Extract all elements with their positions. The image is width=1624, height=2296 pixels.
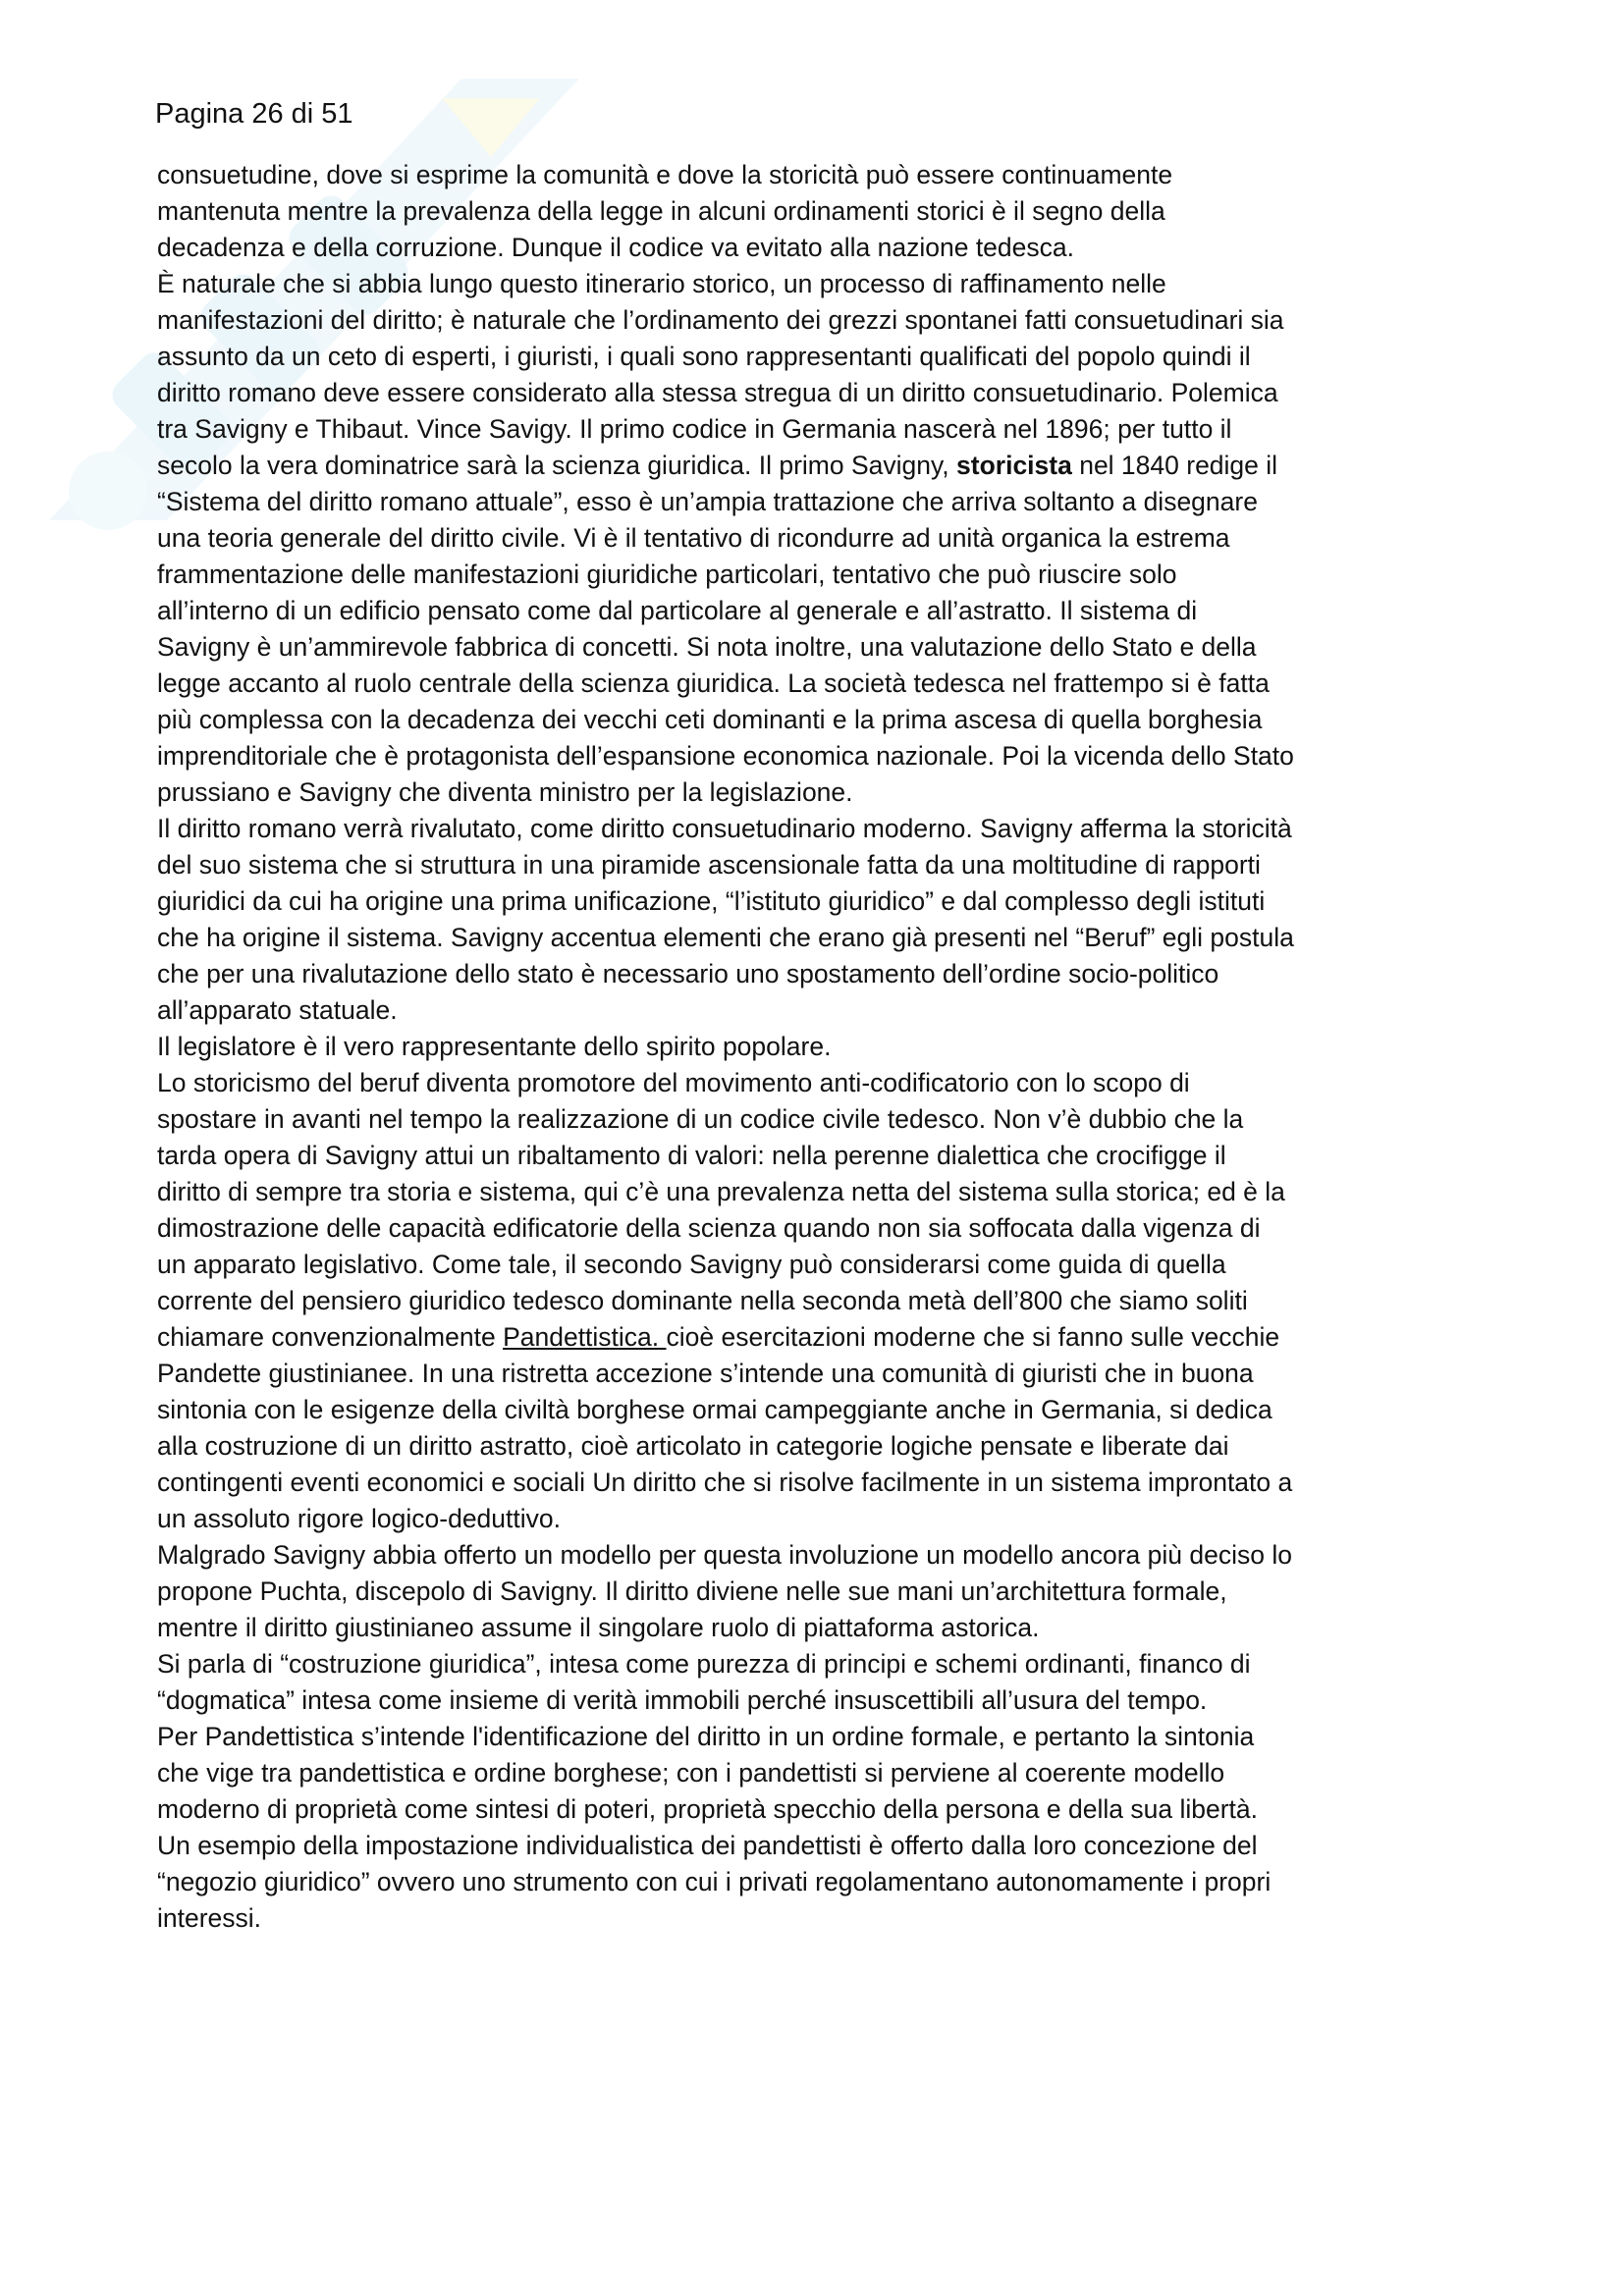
- text-run: “Sistema del diritto romano attuale”, esso è un’ampia trattazione che arriva soltanto a disegnare: [157, 487, 1258, 516]
- text-line: [157, 1791, 1492, 1828]
- text-line: [157, 1210, 1492, 1247]
- text-run: imprenditoriale che è protagonista dell’espansione economica nazionale. Poi la vicenda dello Stato: [157, 741, 1294, 771]
- text-run: tra Savigny e Thibaut. Vince Savigy. Il primo codice in Germania nascerà nel 1896; per tutto il: [157, 414, 1232, 444]
- text-run: È naturale che si abbia lungo questo itinerario storico, un processo di raffinamento nelle: [157, 269, 1166, 298]
- text-line: [157, 484, 1492, 520]
- text-line: [157, 1610, 1492, 1646]
- text-line: [157, 1283, 1492, 1319]
- text-run: propone Puchta, discepolo di Savigny. Il diritto diviene nelle sue mani un’architettura formale,: [157, 1576, 1227, 1606]
- text-run: Si parla di “costruzione giuridica”, intesa come purezza di principi e schemi ordinanti, financo di: [157, 1649, 1251, 1679]
- text-line: [157, 629, 1492, 666]
- paragraph: [157, 1029, 1492, 1065]
- text-line: [157, 1900, 1492, 1937]
- text-run: diritto di sempre tra storia e sistema, qui c’è una prevalenza netta del sistema sulla storica; ed è la: [157, 1177, 1285, 1206]
- text-run: Malgrado Savigny abbia offerto un modello per questa involuzione un modello ancora più deciso lo: [157, 1540, 1292, 1570]
- text-run: all’interno di un edificio pensato come dal particolare al generale e all’astratto. Il sistema di: [157, 596, 1198, 625]
- text-run: contingenti eventi economici e sociali Un diritto che si risolve facilmente in un sistema improntato a: [157, 1468, 1293, 1497]
- text-line: [157, 266, 1492, 302]
- text-run: mentre il diritto giustinianeo assume il singolare ruolo di piattaforma astorica.: [157, 1613, 1040, 1642]
- text-run: Pandette giustinianee. In una ristretta accezione s’intende una comunità di giuristi che in buona: [157, 1359, 1254, 1388]
- text-line: [157, 1574, 1492, 1610]
- paragraph: [157, 1719, 1492, 1937]
- text-run: cioè esercitazioni moderne che si fanno sulle vecchie: [666, 1322, 1280, 1352]
- text-run: prussiano e Savigny che diventa ministro per la legislazione.: [157, 777, 853, 807]
- paragraph: [157, 1646, 1492, 1719]
- text-line: [157, 992, 1492, 1029]
- bold-term: storicista: [956, 451, 1072, 480]
- paragraph: [157, 266, 1492, 811]
- text-run: interessi.: [157, 1903, 262, 1933]
- text-line: [157, 1029, 1492, 1065]
- paragraph: [157, 811, 1492, 1029]
- text-line: [157, 557, 1492, 593]
- text-line: [157, 920, 1492, 956]
- underlined-term: Pandettistica.: [503, 1322, 667, 1352]
- text-run: “negozio giuridico” ovvero uno strumento con cui i privati regolamentano autonomamente i propri: [157, 1867, 1272, 1896]
- paragraph: [157, 157, 1492, 266]
- text-line: [157, 230, 1492, 266]
- text-run: che per una rivalutazione dello stato è necessario uno spostamento dell’ordine socio-politico: [157, 959, 1219, 988]
- text-line: [157, 666, 1492, 702]
- text-line: [157, 1682, 1492, 1719]
- text-run: spostare in avanti nel tempo la realizzazione di un codice civile tedesco. Non v’è dubbio che la: [157, 1104, 1244, 1134]
- text-line: [157, 1247, 1492, 1283]
- text-line: [157, 1755, 1492, 1791]
- text-run: diritto romano deve essere considerato alla stessa stregua di un diritto consuetudinario. Polemica: [157, 378, 1278, 407]
- text-run: all’apparato statuale.: [157, 995, 398, 1025]
- text-line: [157, 1138, 1492, 1174]
- text-run: che ha origine il sistema. Savigny accentua elementi che erano già presenti nel “Beruf” egli postula: [157, 923, 1294, 952]
- text-line: [157, 1719, 1492, 1755]
- text-run: nel 1840 redige il: [1071, 451, 1278, 480]
- text-line: [157, 1319, 1492, 1356]
- paragraph: [157, 1537, 1492, 1646]
- text-line: [157, 1356, 1492, 1392]
- text-run: una teoria generale del diritto civile. Vi è il tentativo di ricondurre ad unità organica la estrema: [157, 523, 1230, 553]
- text-line: [157, 193, 1492, 230]
- text-run: Il legislatore è il vero rappresentante dello spirito popolare.: [157, 1032, 832, 1061]
- text-line: [157, 956, 1492, 992]
- text-line: [157, 1828, 1492, 1864]
- text-line: [157, 1646, 1492, 1682]
- text-line: [157, 774, 1492, 811]
- text-line: [157, 1065, 1492, 1101]
- text-line: [157, 1864, 1492, 1900]
- text-run: del suo sistema che si struttura in una piramide ascensionale fatta da una moltitudine di rapporti: [157, 850, 1261, 880]
- text-run: Lo storicismo del beruf diventa promotore del movimento anti-codificatorio con lo scopo di: [157, 1068, 1190, 1097]
- text-run: Savigny è un’ammirevole fabbrica di concetti. Si nota inoltre, una valutazione dello Stato e della: [157, 632, 1257, 662]
- text-line: [157, 1392, 1492, 1428]
- text-run: Per Pandettistica s’intende l'identificazione del diritto in un ordine formale, e pertanto la sintonia: [157, 1722, 1255, 1751]
- text-line: [157, 1501, 1492, 1537]
- text-run: Il diritto romano verrà rivalutato, come diritto consuetudinario moderno. Savigny afferma la storicità: [157, 814, 1292, 843]
- text-run: “dogmatica” intesa come insieme di verità immobili perché insuscettibili all’usura del tempo.: [157, 1685, 1208, 1715]
- text-run: consuetudine, dove si esprime la comunità e dove la storicità può essere continuamente: [157, 160, 1173, 189]
- text-line: [157, 157, 1492, 193]
- text-run: corrente del pensiero giuridico tedesco dominante nella seconda metà dell’800 che siamo soliti: [157, 1286, 1248, 1315]
- text-line: [157, 520, 1492, 557]
- text-run: decadenza e della corruzione. Dunque il codice va evitato alla nazione tedesca.: [157, 233, 1074, 262]
- text-line: [157, 1537, 1492, 1574]
- text-run: dimostrazione delle capacità edificatorie della scienza quando non sia soffocata dalla vigenza di: [157, 1213, 1261, 1243]
- text-run: che vige tra pandettistica e ordine borghese; con i pandettisti si perviene al coerente modello: [157, 1758, 1225, 1788]
- text-run: più complessa con la decadenza dei vecchi ceti dominanti e la prima ascesa di quella borghesia: [157, 705, 1263, 734]
- text-line: [157, 411, 1492, 448]
- text-run: Un esempio della impostazione individualistica dei pandettisti è offerto dalla loro concezione del: [157, 1831, 1258, 1860]
- page-number: Pagina 26 di 51: [155, 98, 353, 130]
- text-run: alla costruzione di un diritto astratto, cioè articolato in categorie logiche pensate e liberate dai: [157, 1431, 1229, 1461]
- text-run: manifestazioni del diritto; è naturale che l’ordinamento dei grezzi spontanei fatti consuetudinari sia: [157, 305, 1284, 335]
- text-line: [157, 448, 1492, 484]
- text-run: un assoluto rigore logico-deduttivo.: [157, 1504, 561, 1533]
- text-line: [157, 1101, 1492, 1138]
- text-run: moderno di proprietà come sintesi di poteri, proprietà specchio della persona e della sua libertà.: [157, 1794, 1258, 1824]
- text-run: tarda opera di Savigny attui un ribaltamento di valori: nella perenne dialettica che crocifigge il: [157, 1141, 1226, 1170]
- text-run: un apparato legislativo. Come tale, il secondo Savigny può considerarsi come guida di quella: [157, 1250, 1226, 1279]
- text-run: legge accanto al ruolo centrale della scienza giuridica. La società tedesca nel frattempo si è fatta: [157, 668, 1270, 698]
- text-run: assunto da un ceto di esperti, i giuristi, i quali sono rappresentanti qualificati del popolo quindi il: [157, 342, 1251, 371]
- text-line: [157, 1465, 1492, 1501]
- text-run: secolo la vera dominatrice sarà la scienza giuridica. Il primo Savigny,: [157, 451, 957, 480]
- text-run: chiamare convenzionalmente: [157, 1322, 504, 1352]
- text-line: [157, 339, 1492, 375]
- text-line: [157, 738, 1492, 774]
- text-line: [157, 702, 1492, 738]
- text-line: [157, 883, 1492, 920]
- text-line: [157, 811, 1492, 847]
- document-body: [157, 157, 1492, 1937]
- text-line: [157, 593, 1492, 629]
- text-line: [157, 1174, 1492, 1210]
- text-run: mantenuta mentre la prevalenza della legge in alcuni ordinamenti storici è il segno della: [157, 196, 1165, 226]
- text-line: [157, 375, 1492, 411]
- text-run: giuridici da cui ha origine una prima unificazione, “l’istituto giuridico” e dal complesso degli istituti: [157, 886, 1266, 916]
- text-line: [157, 1428, 1492, 1465]
- paragraph: [157, 1065, 1492, 1537]
- text-run: sintonia con le esigenze della civiltà borghese ormai campeggiante anche in Germania, si dedica: [157, 1395, 1272, 1424]
- text-line: [157, 847, 1492, 883]
- text-line: [157, 302, 1492, 339]
- text-run: frammentazione delle manifestazioni giuridiche particolari, tentativo che può riuscire solo: [157, 560, 1177, 589]
